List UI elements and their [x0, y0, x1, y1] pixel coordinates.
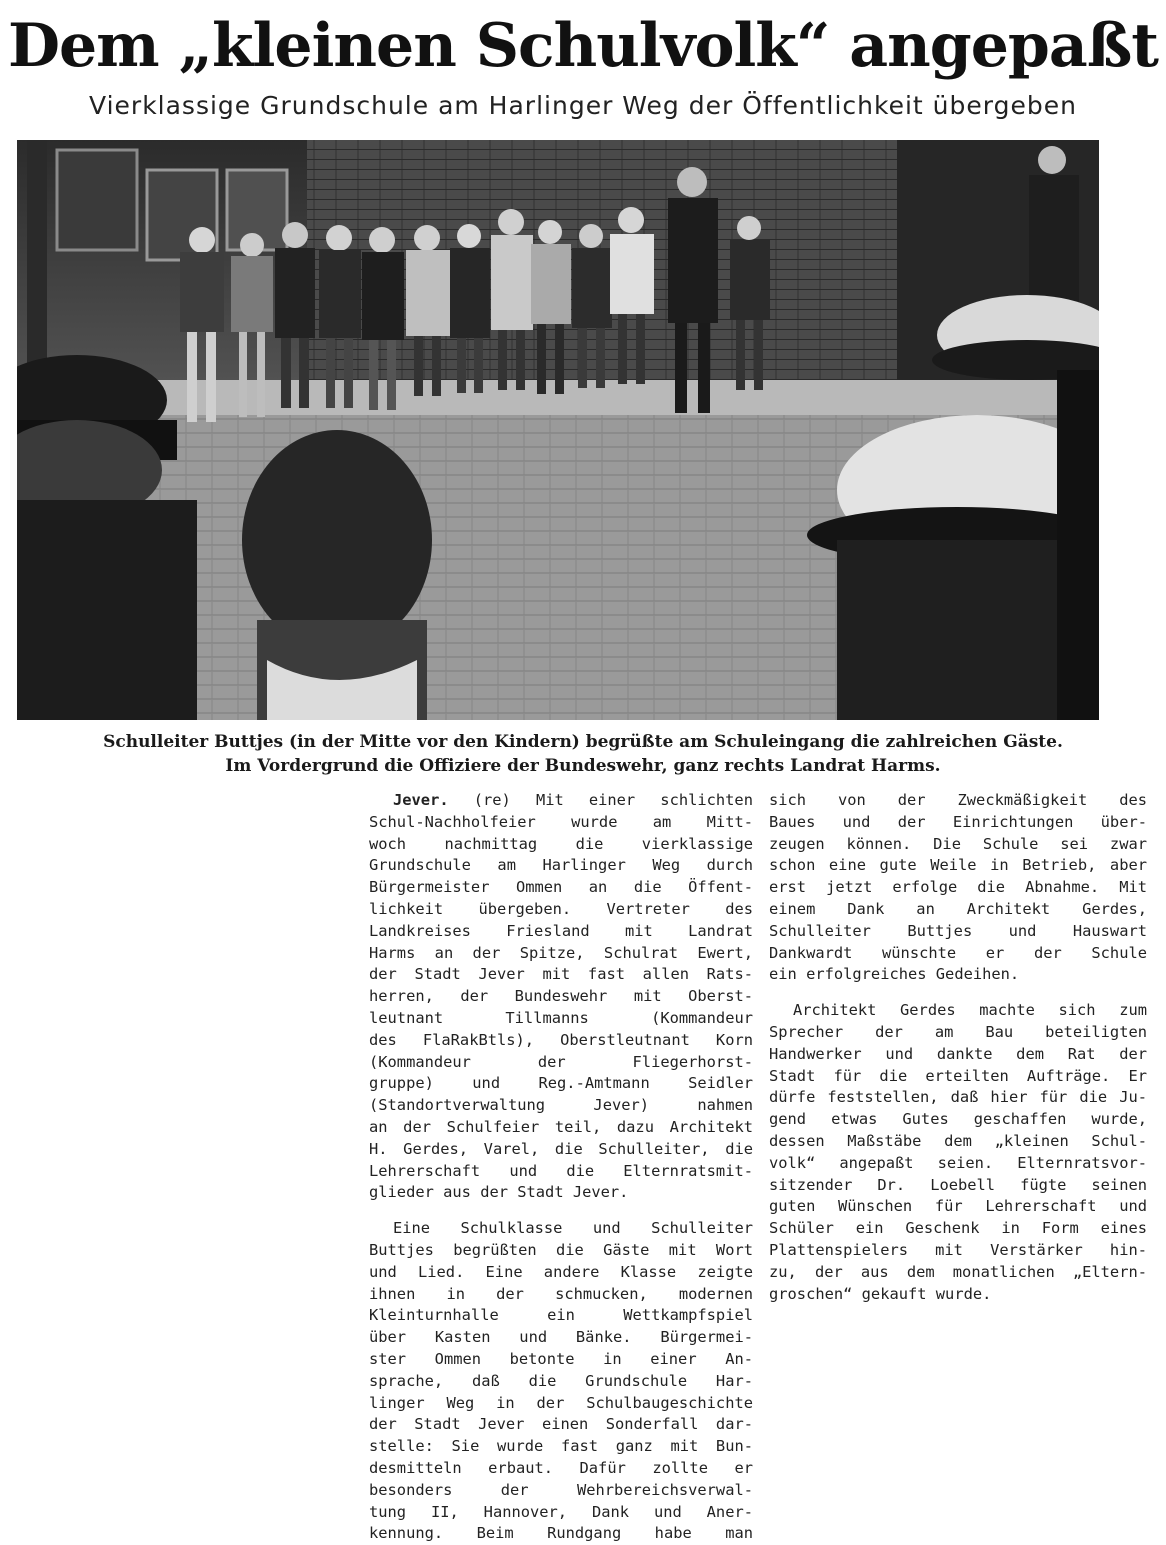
- line: H. Gerdes, Varel, die Schulleiter, die: [369, 1139, 753, 1158]
- line: volk“ angepaßt seien. Elternratsvor-: [769, 1153, 1147, 1172]
- line: der Stadt Jever einen Sonderfall dar-: [369, 1415, 753, 1434]
- line: stelle: Sie wurde fast ganz mit Bun-: [369, 1437, 753, 1456]
- line: Lehrerschaft und die Elternratsmit-: [369, 1161, 753, 1180]
- line: groschen“ gekauft wurde.: [769, 1284, 992, 1303]
- line: kennung. Beim Rundgang habe man: [369, 1524, 753, 1543]
- article-photo: [17, 140, 1099, 720]
- line: Eine Schulklasse und Schulleiter: [393, 1219, 753, 1238]
- line: der Stadt Jever mit fast allen Rats-: [369, 965, 753, 984]
- line: ein erfolgreiches Gedeihen.: [769, 965, 1020, 984]
- line: guten Wünschen für Lehrerschaft und: [769, 1197, 1147, 1216]
- line: an der Schulfeier teil, dazu Architekt: [369, 1117, 753, 1136]
- line: Kleinturnhalle ein Wettkampfspiel: [369, 1306, 753, 1325]
- line: glieder aus der Stadt Jever.: [369, 1183, 629, 1202]
- line: Architekt Gerdes machte sich zum: [793, 1001, 1147, 1020]
- first-line: [369, 790, 753, 812]
- photo-caption: [0, 730, 1166, 778]
- line: dürfe feststellen, daß hier für die Ju-: [769, 1088, 1147, 1107]
- line: Buttjes begrüßten die Gäste mit Wort: [369, 1240, 753, 1259]
- dateline: Jever.: [393, 791, 449, 809]
- line: besonders der Wehrbereichsverwal-: [369, 1480, 753, 1499]
- line: Grundschule am Harlinger Weg durch: [369, 856, 753, 875]
- line: gruppe) und Reg.-Amtmann Seidler: [369, 1074, 753, 1093]
- line: und Lied. Eine andere Klasse zeigte: [369, 1262, 753, 1281]
- line: (Standortverwaltung Jever) nahmen: [369, 1096, 753, 1115]
- line: des FlaRakBtls), Oberstleutnant Korn: [369, 1030, 753, 1049]
- line: Schüler ein Geschenk in Form eines: [769, 1219, 1147, 1238]
- line: woch nachmittag die vierklassige: [369, 834, 753, 853]
- article-column-right: [769, 790, 1147, 1305]
- line: Stadt für die erteilten Aufträge. Er: [769, 1066, 1147, 1085]
- line: gend etwas Gutes geschaffen wurde,: [769, 1110, 1147, 1129]
- article-subheadline: Vierklassige Grundschule am Harlinger Weg der Öffentlichkeit übergeben: [89, 91, 1077, 120]
- line: Landkreises Friesland mit Landrat: [369, 921, 753, 940]
- line: Plattenspielers mit Verstärker hin-: [769, 1240, 1147, 1259]
- line: Dankwardt wünschte er der Schule: [769, 943, 1147, 962]
- caption-line-2: Im Vordergrund die Offiziere der Bundeswehr, ganz rechts Landrat Harms.: [225, 756, 941, 776]
- line: lichkeit übergeben. Vertreter des: [369, 899, 753, 918]
- line: zu, der aus dem monatlichen „Eltern-: [769, 1262, 1147, 1281]
- caption-line-1: Schulleiter Buttjes (in der Mitte vor den Kindern) begrüßte am Schuleingang die zahlreichen Gäste.: [103, 732, 1063, 752]
- line: leutnant Tillmanns (Kommandeur: [369, 1008, 753, 1027]
- line: sprache, daß die Grundschule Har-: [369, 1371, 753, 1390]
- article-headline: Dem „kleinen Schulvolk“ angepaßt: [7, 11, 1159, 81]
- line: über Kasten und Bänke. Bürgermei-: [369, 1328, 753, 1347]
- line: Sprecher der am Bau beteiligten: [769, 1022, 1147, 1041]
- line: (Kommandeur der Fliegerhorst-: [369, 1052, 753, 1071]
- line: zeugen können. Die Schule sei zwar: [769, 834, 1147, 853]
- line: schon eine gute Weile in Betrieb, aber: [769, 856, 1147, 875]
- byline: (re): [473, 791, 511, 809]
- line: herren, der Bundeswehr mit Oberst-: [369, 987, 753, 1006]
- line: Handwerker und dankte dem Rat der: [769, 1044, 1147, 1063]
- line: ihnen in der schmucken, modernen: [369, 1284, 753, 1303]
- line: tung II, Hannover, Dank und Aner-: [369, 1502, 753, 1521]
- line: ster Ommen betonte in einer An-: [369, 1349, 753, 1368]
- line: Bürgermeister Ommen an die Öffent-: [369, 878, 753, 897]
- line: dessen Maßstäbe dem „kleinen Schul-: [769, 1131, 1147, 1150]
- line: Baues und der Einrichtungen über-: [769, 812, 1147, 831]
- line: sitzender Dr. Loebell fügte seinen: [769, 1175, 1147, 1194]
- line: erst jetzt erfolge die Abnahme. Mit: [769, 878, 1147, 897]
- line: linger Weg in der Schulbaugeschichte: [369, 1393, 753, 1412]
- line: Mit einer schlichten: [535, 791, 753, 809]
- line: Schulleiter Buttjes und Hauswart: [769, 921, 1147, 940]
- line: desmitteln erbaut. Dafür zollte er: [369, 1458, 753, 1477]
- line: Schul-Nachholfeier wurde am Mitt-: [369, 812, 753, 831]
- line: einem Dank an Architekt Gerdes,: [769, 899, 1147, 918]
- line: sich von der Zweckmäßigkeit des: [769, 791, 1147, 809]
- line: Harms an der Spitze, Schulrat Ewert,: [369, 943, 753, 962]
- article-column-left: [369, 790, 753, 1545]
